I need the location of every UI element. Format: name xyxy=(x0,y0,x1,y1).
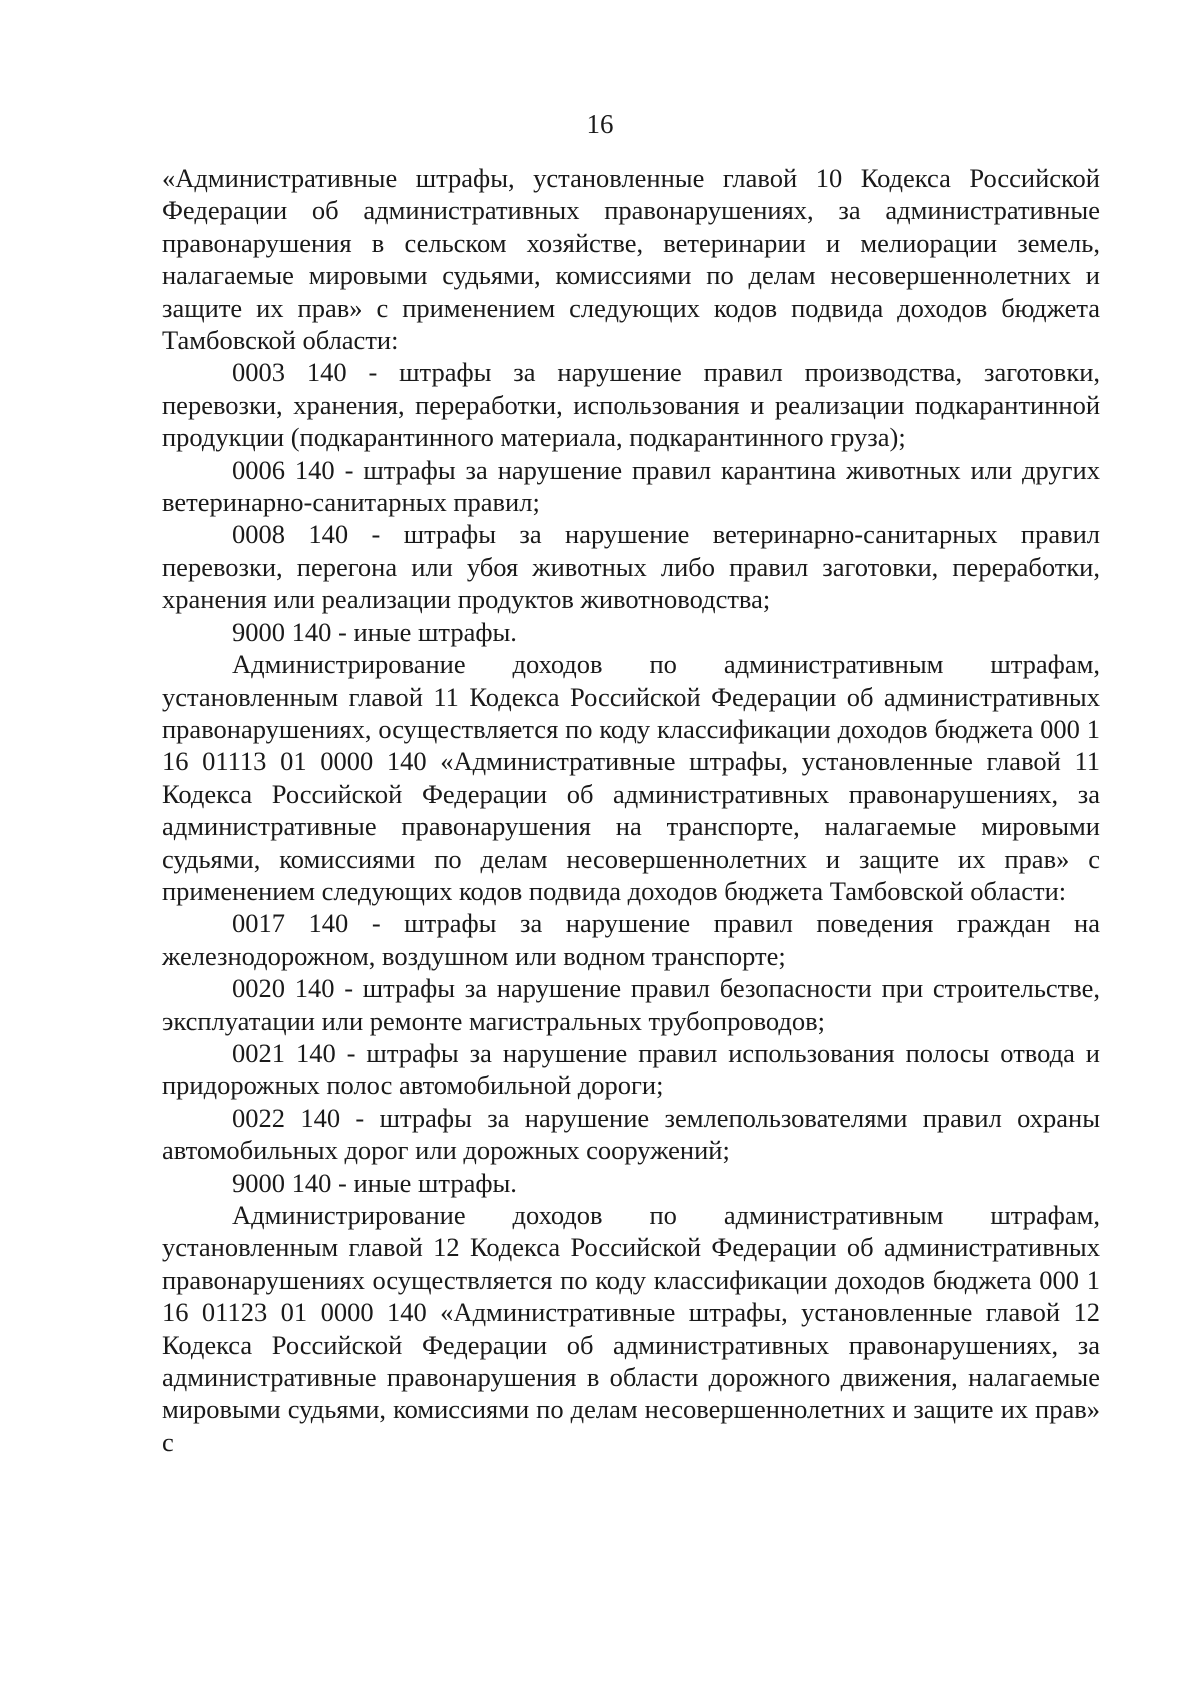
paragraph: Администрирование доходов по административным штрафам, установленным главой 12 Кодекса Российской Федерации об административных правонарушениях осуществляется по коду классификации доходов бюджета 000 1 16 01123 01 0000 140 «Административные штрафы, установленные главой 12 Кодекса Российской Федерации об административных правонарушениях, за административные правонарушения в области дорожного движения, налагаемые мировыми судьями, комиссиями по делам несовершеннолетних и защите их прав» с xyxy=(162,1200,1100,1457)
paragraph: 9000 140 - иные штрафы. xyxy=(232,1167,517,1198)
paragraph: 0006 140 - штрафы за нарушение правил карантина животных или других ветеринарно-санитарных правил; xyxy=(162,454,1100,518)
paragraph: 0008 140 - штрафы за нарушение ветеринарно-санитарных правил перевозки, перегона или убоя животных либо правил заготовки, переработки, хранения или реализации продуктов животноводства; xyxy=(162,519,1100,615)
paragraph: 0003 140 - штрафы за нарушение правил производства, заготовки, перевозки, хранения, переработки, использования и реализации подкарантинной продукции (подкарантинного материала, подкарантинного груза); xyxy=(162,357,1100,453)
paragraph: «Административные штрафы, установленные главой 10 Кодекса Российской Федерации об административных правонарушениях, за административные правонарушения в сельском хозяйстве, ветеринарии и мелиорации земель, налагаемые мировыми судьями, комиссиями по делам несовершеннолетних и защите их прав» с применением следующих кодов подвида доходов бюджета Тамбовской области: xyxy=(162,163,1100,356)
paragraph: Администрирование доходов по административным штрафам, установленным главой 11 Кодекса Российской Федерации об административных правонарушениях, осуществляется по коду классификации доходов бюджета 000 1 16 01113 01 0000 140 «Административные штрафы, установленные главой 11 Кодекса Российской Федерации об административных правонарушениях, за административные правонарушения на транспорте, налагаемые мировыми судьями, комиссиями по делам несовершеннолетних и защите их прав» с применением следующих кодов подвида доходов бюджета Тамбовской области: xyxy=(162,649,1100,906)
page-number: 16 xyxy=(586,109,614,139)
paragraph: 9000 140 - иные штрафы. xyxy=(232,616,517,647)
document-body xyxy=(162,162,1100,1458)
paragraph: 0020 140 - штрафы за нарушение правил безопасности при строительстве, эксплуатации или ремонте магистральных трубопроводов; xyxy=(162,973,1100,1036)
paragraph: 0021 140 - штрафы за нарушение правил использования полосы отвода и придорожных полос автомобильной дороги; xyxy=(162,1037,1100,1101)
paragraph: 0017 140 - штрафы за нарушение правил поведения граждан на железнодорожном, воздушном или водном транспорте; xyxy=(162,908,1100,971)
paragraph: 0022 140 - штрафы за нарушение землепользователями правил охраны автомобильных дорог или дорожных сооружений; xyxy=(162,1102,1100,1166)
